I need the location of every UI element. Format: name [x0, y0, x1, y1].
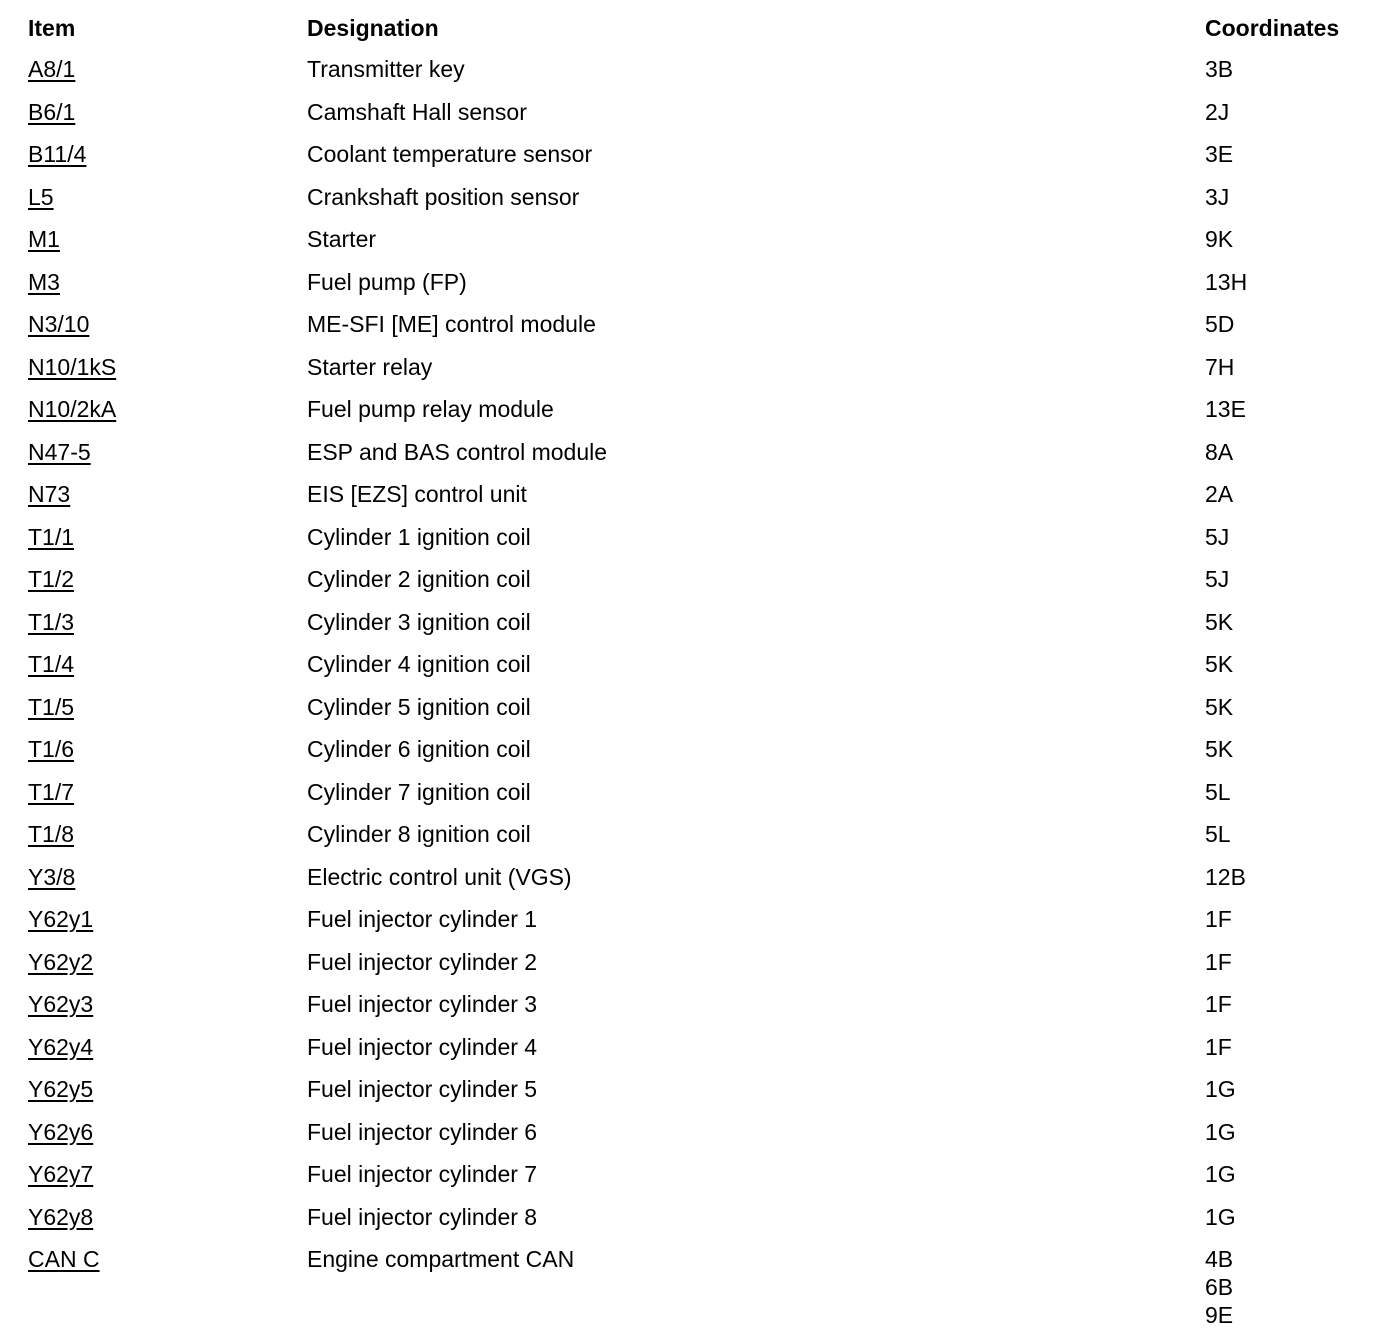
- designation-cell: Cylinder 7 ignition coil: [307, 778, 531, 805]
- designation-cell: Cylinder 3 ignition coil: [307, 608, 531, 635]
- coordinate-value: 4B: [1205, 1246, 1234, 1272]
- item-link[interactable]: T1/4: [28, 651, 75, 677]
- item-link[interactable]: M3: [28, 268, 60, 295]
- item-link[interactable]: T1/2: [28, 566, 75, 592]
- item-link[interactable]: T1/3: [28, 608, 75, 635]
- table-row: [28, 565, 1368, 608]
- table-row: [28, 98, 1368, 141]
- item-link[interactable]: T1/5: [28, 693, 75, 720]
- coordinates-cell: [1205, 1245, 1368, 1329]
- designation-cell: Cylinder 2 ignition coil: [307, 566, 531, 592]
- item-link[interactable]: CAN C: [28, 1246, 100, 1272]
- item-link[interactable]: Y3/8: [28, 863, 76, 890]
- table-row: [28, 1075, 1368, 1118]
- item-link[interactable]: T1/7: [28, 778, 75, 805]
- table-row: [28, 948, 1368, 991]
- item-link[interactable]: Y62y8: [28, 1203, 94, 1230]
- coordinates-cell: 2J: [1205, 98, 1230, 125]
- item-link[interactable]: Y62y5: [28, 1076, 94, 1102]
- table-row: [28, 1245, 1368, 1329]
- designation-cell: Starter: [307, 226, 377, 252]
- designation-cell: Camshaft Hall sensor: [307, 98, 527, 125]
- component-legend-table: [28, 14, 1368, 1329]
- coordinates-cell: 5K: [1205, 693, 1234, 720]
- item-link[interactable]: N10/2kA: [28, 396, 117, 422]
- table-row: [28, 268, 1368, 311]
- table-body: [28, 55, 1368, 1245]
- table-row: [28, 183, 1368, 226]
- designation-cell: Crankshaft position sensor: [307, 183, 580, 210]
- designation-cell: Engine compartment CAN: [307, 1246, 575, 1272]
- item-link[interactable]: Y62y2: [28, 948, 94, 975]
- table-row: [28, 650, 1368, 693]
- designation-cell: Fuel pump (FP): [307, 268, 467, 295]
- coordinates-cell: 3J: [1205, 183, 1230, 210]
- table-row: [28, 1160, 1368, 1203]
- designation-cell: ME-SFI [ME] control module: [307, 311, 596, 337]
- item-link[interactable]: Y62y1: [28, 906, 94, 932]
- table-row: [28, 55, 1368, 98]
- table-row: [28, 353, 1368, 396]
- table-row: [28, 523, 1368, 566]
- designation-cell: Fuel injector cylinder 5: [307, 1076, 538, 1102]
- item-link[interactable]: Y62y3: [28, 991, 94, 1017]
- coordinates-cell: 1F: [1205, 991, 1232, 1017]
- coordinates-cell: 3E: [1205, 141, 1234, 167]
- item-link[interactable]: N10/1kS: [28, 353, 117, 380]
- coordinates-cell: 5J: [1205, 566, 1230, 592]
- header-item: Item: [28, 15, 76, 41]
- designation-cell: Fuel injector cylinder 6: [307, 1118, 538, 1145]
- coordinates-cell: 5L: [1205, 778, 1231, 805]
- designation-cell: Fuel injector cylinder 4: [307, 1033, 538, 1060]
- coordinates-cell: 13E: [1205, 396, 1246, 422]
- designation-cell: Cylinder 8 ignition coil: [307, 821, 531, 847]
- designation-cell: Starter relay: [307, 353, 433, 380]
- table-row: [28, 1118, 1368, 1161]
- header-coordinates: Coordinates: [1205, 15, 1340, 41]
- designation-cell: EIS [EZS] control unit: [307, 481, 527, 507]
- coordinates-cell: 3B: [1205, 56, 1234, 82]
- designation-cell: Fuel injector cylinder 3: [307, 991, 538, 1017]
- coordinate-value: 6B: [1205, 1274, 1234, 1300]
- coordinates-cell: 1G: [1205, 1118, 1236, 1145]
- coordinates-cell: 1F: [1205, 948, 1232, 975]
- item-link[interactable]: T1/1: [28, 523, 75, 550]
- item-link[interactable]: B11/4: [28, 141, 87, 167]
- item-link[interactable]: N73: [28, 481, 71, 507]
- designation-cell: Electric control unit (VGS): [307, 863, 572, 890]
- table-header-row: [28, 14, 1368, 55]
- item-link[interactable]: B6/1: [28, 98, 76, 125]
- coordinates-cell: 5L: [1205, 821, 1231, 847]
- coordinate-value: 9E: [1205, 1302, 1234, 1328]
- coordinates-cell: 7H: [1205, 353, 1235, 380]
- designation-cell: Fuel pump relay module: [307, 396, 554, 422]
- coordinates-cell: 1G: [1205, 1076, 1236, 1102]
- table-row: [28, 693, 1368, 736]
- table-row: [28, 1033, 1368, 1076]
- item-link[interactable]: N3/10: [28, 311, 90, 337]
- table-row: [28, 140, 1368, 183]
- coordinates-cell: 8A: [1205, 438, 1234, 465]
- designation-cell: Fuel injector cylinder 8: [307, 1203, 538, 1230]
- coordinates-cell: 5K: [1205, 736, 1234, 762]
- table-row: [28, 480, 1368, 523]
- designation-cell: Fuel injector cylinder 2: [307, 948, 538, 975]
- coordinates-cell: 1F: [1205, 1033, 1232, 1060]
- coordinates-cell: 5K: [1205, 608, 1234, 635]
- item-link[interactable]: T1/6: [28, 736, 75, 762]
- table-row: [28, 990, 1368, 1033]
- item-link[interactable]: T1/8: [28, 821, 75, 847]
- table-row: [28, 863, 1368, 906]
- table-row: [28, 1203, 1368, 1246]
- item-link[interactable]: Y62y7: [28, 1161, 94, 1187]
- table-row: [28, 905, 1368, 948]
- designation-cell: Coolant temperature sensor: [307, 141, 593, 167]
- coordinates-cell: 12B: [1205, 863, 1246, 890]
- designation-cell: Fuel injector cylinder 7: [307, 1161, 538, 1187]
- item-link[interactable]: N47-5: [28, 438, 91, 465]
- coordinates-cell: 9K: [1205, 226, 1234, 252]
- coordinates-cell: 5K: [1205, 651, 1234, 677]
- coordinates-cell: 13H: [1205, 268, 1248, 295]
- coordinates-cell: 5D: [1205, 311, 1235, 337]
- item-link[interactable]: A8/1: [28, 56, 76, 82]
- designation-cell: ESP and BAS control module: [307, 438, 608, 465]
- coordinates-cell: 2A: [1205, 481, 1234, 507]
- item-link[interactable]: Y62y4: [28, 1033, 94, 1060]
- table-row: [28, 735, 1368, 778]
- designation-cell: Fuel injector cylinder 1: [307, 906, 538, 932]
- designation-cell: Cylinder 4 ignition coil: [307, 651, 531, 677]
- coordinates-cell: 5J: [1205, 523, 1230, 550]
- item-link[interactable]: M1: [28, 226, 60, 252]
- coordinates-cell: 1G: [1205, 1161, 1236, 1187]
- item-link[interactable]: L5: [28, 183, 54, 210]
- coordinates-cell: 1G: [1205, 1203, 1236, 1230]
- table-row: [28, 395, 1368, 438]
- table-row: [28, 225, 1368, 268]
- table-row: [28, 438, 1368, 481]
- item-link[interactable]: Y62y6: [28, 1118, 94, 1145]
- designation-cell: Cylinder 5 ignition coil: [307, 693, 531, 720]
- header-designation: Designation: [307, 15, 439, 41]
- coordinates-cell: 1F: [1205, 906, 1232, 932]
- table-row: [28, 778, 1368, 821]
- table-row: [28, 608, 1368, 651]
- table-row: [28, 310, 1368, 353]
- table-row: [28, 820, 1368, 863]
- designation-cell: Cylinder 6 ignition coil: [307, 736, 531, 762]
- designation-cell: Cylinder 1 ignition coil: [307, 523, 531, 550]
- designation-cell: Transmitter key: [307, 56, 465, 82]
